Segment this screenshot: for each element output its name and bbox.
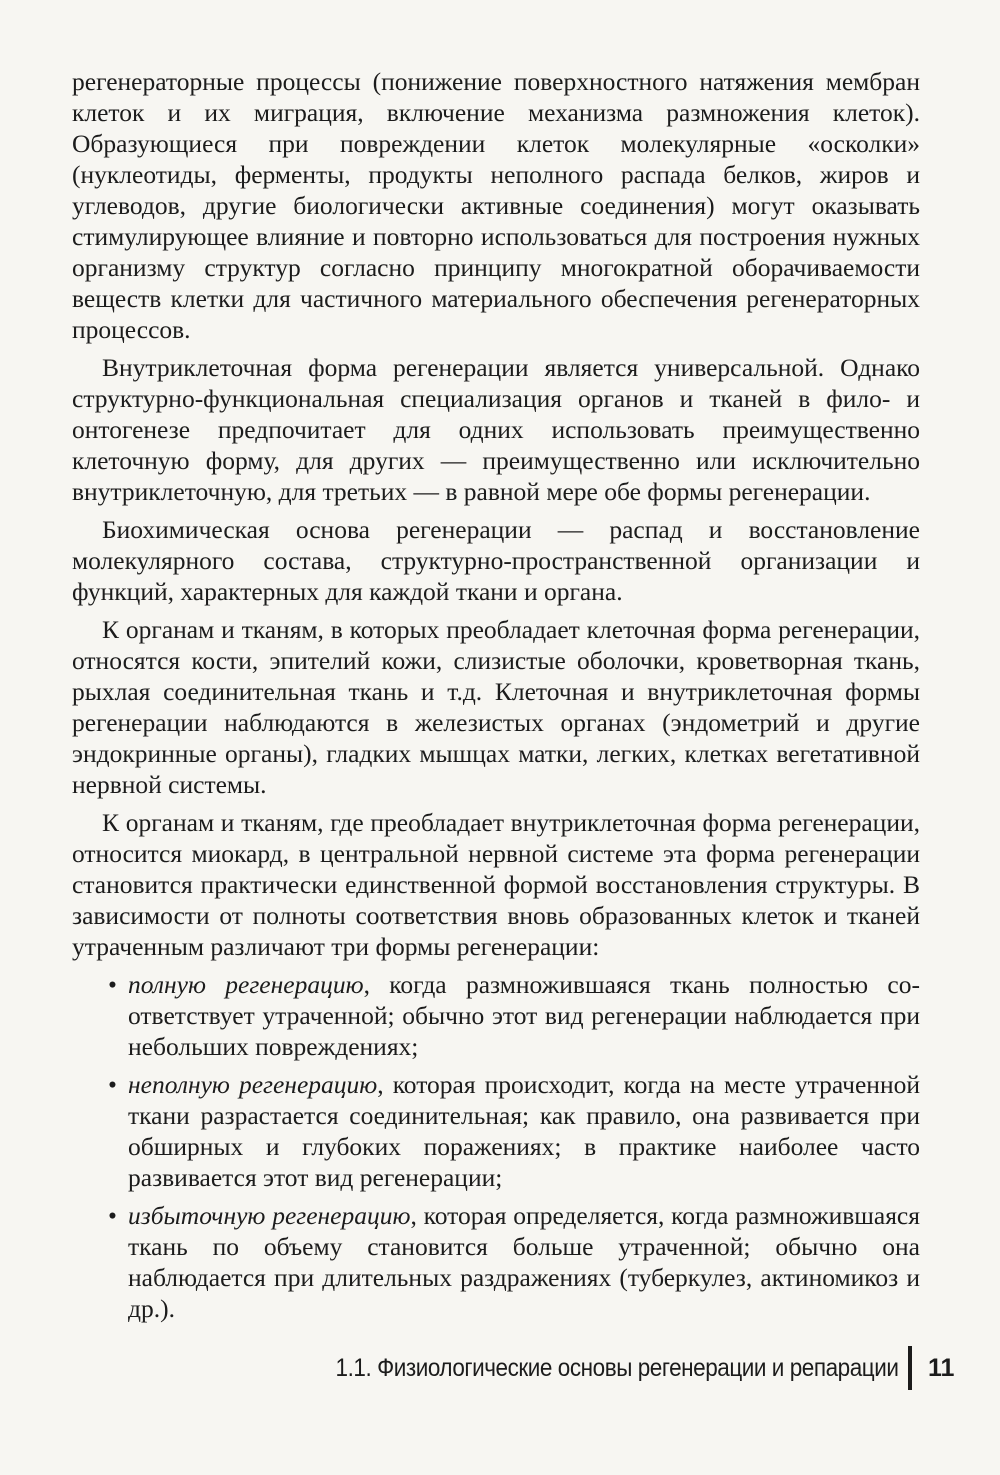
list-item-text: , когда размножившаяся ткань полностью соответствует утраченной; обычно этот вид регенерации наблюдается при небольших повреждениях; (128, 970, 921, 1061)
list-item-term: избыточную регенерацию (128, 1201, 411, 1230)
list-item (72, 969, 920, 1062)
page-footer (0, 1346, 1000, 1394)
running-title: 1.1. Физиологические основы регенерации и репарации (335, 1354, 898, 1382)
list-item-term: полную регенерацию (128, 970, 364, 999)
page-number: 11 (928, 1354, 955, 1382)
list-item-text: , которая происходит, когда на месте утраченной ткани разрастается соединительная; как правило, она развивается при обширных и глубоких поражениях; в практике наиболее часто развивается этот вид регенерации; (128, 1070, 920, 1192)
body-text (72, 66, 920, 1331)
list-item-term: неполную регенерацию (128, 1070, 378, 1099)
regeneration-forms-list (72, 969, 920, 1324)
paragraph: К органам и тканям, в которых преобладает клеточная форма регенерации, относятся кости, эпителий кожи, слизистые оболочки, кроветворная ткань, рыхлая соединительная ткань и т.д. Клеточная и внутриклеточная формы регенерации наблюдаются в железистых органах (эндометрий и другие эндокринные органы), гладких мышцах матки, легких, клетках вегетативной нервной системы. (72, 615, 920, 799)
list-item (72, 1069, 920, 1193)
paragraph: Биохимическая основа регенерации — распад и восстановление молекулярного состава, структурно-пространственной организации и функций, характерных для каждой ткани и органа. (72, 515, 920, 606)
bullet-icon: • (108, 1201, 117, 1230)
paragraph: Внутриклеточная форма регенерации является универсальной. Однако структурно-функциональная специализация органов и тканей в фило- и онтогенезе предпочитает для одних использовать преимущественно клеточную форму, для других — преимущественно или исключительно внутриклеточную, для третьих — в равной мере обе формы регенерации. (72, 353, 920, 506)
paragraph: регенераторные процессы (понижение поверхностного натяжения мембран клеток и их миграция, включение механизма размножения клеток). Образующиеся при повреждении клеток молекулярные «осколки» (нуклеотиды, ферменты, продукты неполного распада белков, жиров и углеводов, другие биологически активные соединения) могут оказывать стимулирующее влияние и повторно использоваться для построения нужных организму структур согласно принципу многократной оборачиваемости веществ клетки для частичного материального обеспечения регенераторных процессов. (72, 67, 920, 344)
list-item-text: , которая определяется, когда размножившаяся ткань по объему становится больше утраченной; обычно она наблюдается при длительных раздражениях (туберкулез, актиномикоз и др.). (128, 1201, 920, 1323)
bullet-icon: • (108, 970, 117, 999)
paragraph: К органам и тканям, где преобладает внутриклеточная форма регенерации, относится миокард, в центральной нервной системе эта форма регенерации становится практически единственной формой восстановления структуры. В зависимости от полноты соответствия вновь образованных клеток и тканей утраченным различают три формы регенерации: (72, 808, 920, 961)
list-item (72, 1200, 920, 1324)
footer-divider (908, 1346, 912, 1390)
bullet-icon: • (108, 1070, 117, 1099)
